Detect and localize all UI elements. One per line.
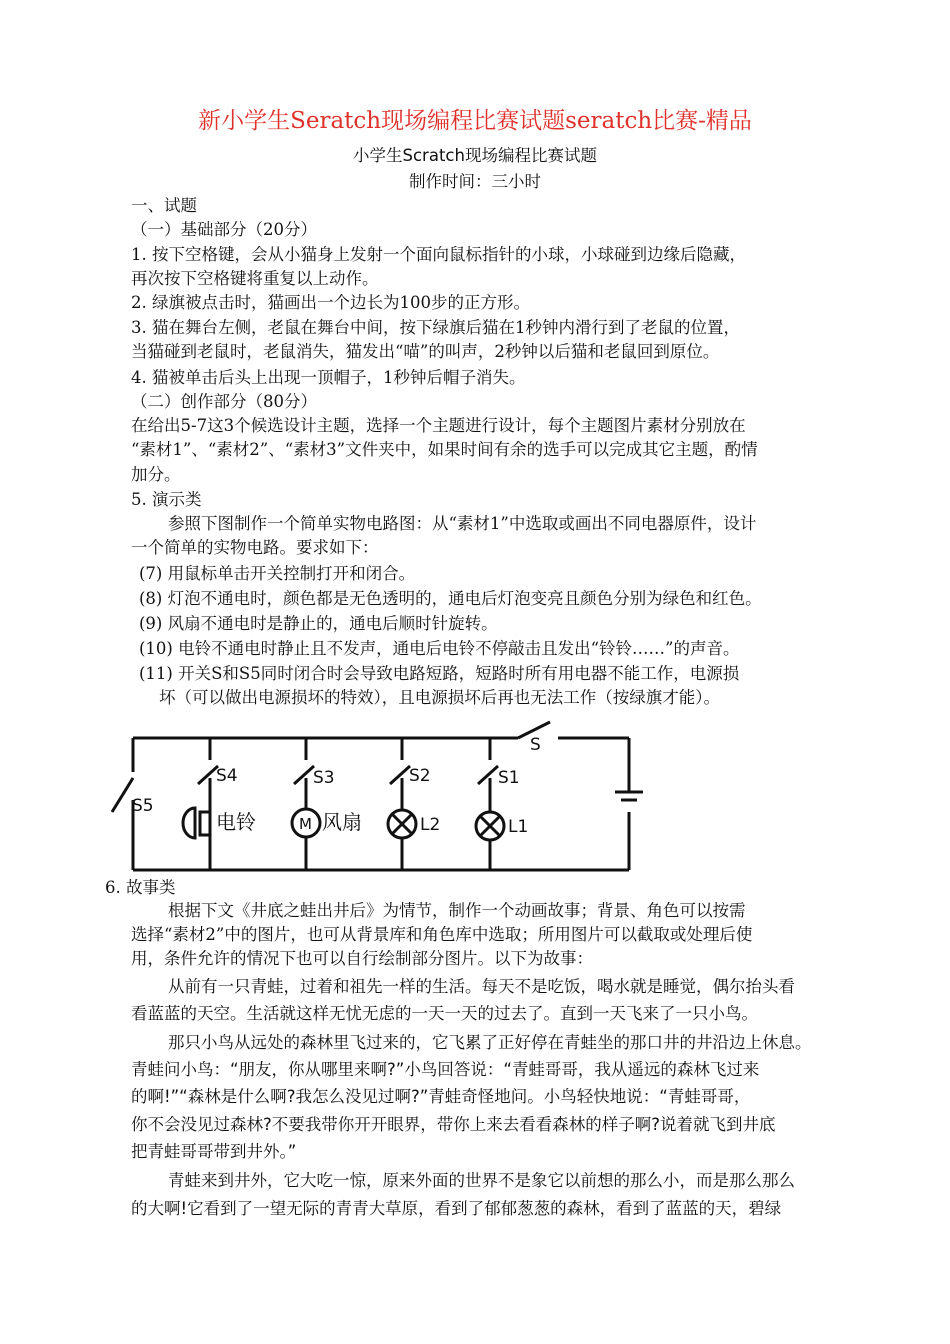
label-fan: 风扇 — [322, 810, 362, 834]
basic-item-2: 2. 绿旗被点击时，猫画出一个边长为100步的正方形。 — [131, 293, 530, 312]
subtitle: 小学生Scratch现场编程比赛试题 — [353, 146, 597, 165]
label-s3: S3 — [313, 768, 335, 788]
switch-s4 — [198, 766, 218, 784]
label-l1: L1 — [508, 817, 529, 837]
req-8: (8) 灯泡不通电时，颜色都是无色透明的，通电后灯泡变亮且颜色分别为绿色和红色。 — [139, 589, 762, 608]
branch-fan — [292, 738, 320, 870]
branch-l2 — [388, 738, 416, 870]
req-11-cont: 坏（可以做出电源损坏的特效），且电源损坏后再也无法工作（按绿旗才能）。 — [159, 688, 720, 707]
story-p2-5: 把青蛙哥哥带到井外。” — [131, 1142, 297, 1161]
basic-item-3: 3. 猫在舞台左侧，老鼠在舞台中间，按下绿旗后猫在1秒钟内滑行到了老鼠的位置， — [131, 318, 740, 337]
req-7: (7) 用鼠标单击开关控制打开和闭合。 — [139, 564, 416, 583]
story-p2: 那只小鸟从远处的森林里飞过来的，它飞累了正好停在青蛙坐的那口井的井沿边上休息。 — [168, 1033, 812, 1052]
main-title: 新小学生Seratch现场编程比赛试题seratch比赛-精品 — [198, 108, 752, 134]
section-heading: 一、试题 — [131, 196, 197, 215]
story-p1-2: 看蓝蓝的天空。生活就这样无忧无虑的一天一天的过去了。直到一天飞来了一只小鸟。 — [131, 1004, 758, 1023]
label-s: S — [530, 735, 541, 755]
creative-text-end: 加分。 — [131, 465, 181, 484]
basic-heading: （一）基础部分（20分） — [131, 220, 317, 239]
story-p3-2: 的大啊!它看到了一望无际的青青大草原，看到了郁郁葱葱的森林，看到了蓝蓝的天，碧绿 — [131, 1199, 782, 1218]
basic-item-4: 4. 猫被单击后头上出现一顶帽子，1秒钟后帽子消失。 — [131, 368, 526, 387]
label-bell: 电铃 — [216, 810, 256, 834]
switch-s2 — [390, 766, 410, 784]
story-p2-2: 青蛙问小鸟：“朋友，你从哪里来啊?”小鸟回答说：“青蛙哥哥，我从遥远的森林飞过来 — [131, 1060, 760, 1079]
creative-text: 在给出5-7这3个候选设计主题，选择一个主题进行设计，每个主题图片素材分别放在 — [131, 416, 746, 435]
story-intro-3: 用，条件允许的情况下也可以自行绘制部分图片。以下为故事： — [131, 949, 593, 968]
switch-s3 — [294, 766, 314, 784]
story-p2-4: 你不会没见过森林?不要我带你开开眼界，带你上来去看看森林的样子啊?说着就飞到井底 — [131, 1115, 776, 1134]
switch-s1 — [478, 766, 498, 784]
basic-item-1-cont: 再次按下空格键将重复以上动作。 — [131, 269, 379, 288]
req-9: (9) 风扇不通电时是静止的，通电后顺时针旋转。 — [139, 614, 498, 633]
story-p2-3: 的啊!”“森林是什么啊?我怎么没见过啊?”青蛙奇怪地问。小鸟轻快地说：“青蛙哥哥， — [131, 1087, 751, 1106]
switch-s5 — [112, 778, 133, 812]
creative-text-cont: “素材1”、“素材2”、“素材3”文件夹中，如果时间有余的选手可以完成其它主题，酌情 — [131, 440, 758, 459]
story-intro-2: 选择“素材2”中的图片，也可从背景库和角色库中选取；所用图片可以截取或处理后使 — [131, 925, 753, 944]
story-heading: 6. 故事类 — [105, 878, 176, 897]
outer-wires — [133, 738, 629, 870]
label-s4: S4 — [216, 766, 238, 786]
duration: 制作时间：三小时 — [409, 172, 541, 191]
basic-item-3-cont: 当猫碰到老鼠时，老鼠消失，猫发出“喵”的叫声，2秒钟以后猫和老鼠回到原位。 — [131, 342, 720, 361]
story-intro: 根据下文《井底之蛙出井后》为情节，制作一个动画故事；背景、角色可以按需 — [168, 901, 746, 920]
creative-heading: （二）创作部分（80分） — [131, 392, 317, 411]
story-p3: 青蛙来到井外，它大吃一惊，原来外面的世界不是象它以前想的那么小，而是那么那么 — [168, 1171, 795, 1190]
basic-item-1: 1. 按下空格键，会从小猫身上发射一个面向鼠标指针的小球，小球碰到边缘后隐藏， — [131, 245, 746, 264]
demo-text: 参照下图制作一个简单实物电路图：从“素材1”中选取或画出不同电器原件，设计 — [168, 514, 757, 533]
branch-bell — [183, 738, 218, 870]
label-motor: M — [299, 815, 312, 833]
label-s5: S5 — [132, 796, 154, 816]
req-11: (11) 开关S和S5同时闭合时会导致电路短路，短路时所有用电器不能工作，电源损 — [139, 664, 740, 683]
label-s2: S2 — [409, 766, 431, 786]
label-l2: L2 — [420, 815, 441, 835]
label-s1: S1 — [498, 768, 520, 788]
demo-heading: 5. 演示类 — [131, 490, 202, 509]
branch-l1 — [476, 738, 504, 870]
req-10: (10) 电铃不通电时静止且不发声，通电后电铃不停敲击且发出“铃铃……”的声音。 — [139, 639, 740, 658]
circuit-diagram — [100, 720, 660, 880]
demo-text-cont: 一个简单的实物电路。要求如下： — [131, 538, 379, 557]
story-p1: 从前有一只青蛙，过着和祖先一样的生活。每天不是吃饭，喝水就是睡觉，偶尔抬头看 — [168, 977, 795, 996]
